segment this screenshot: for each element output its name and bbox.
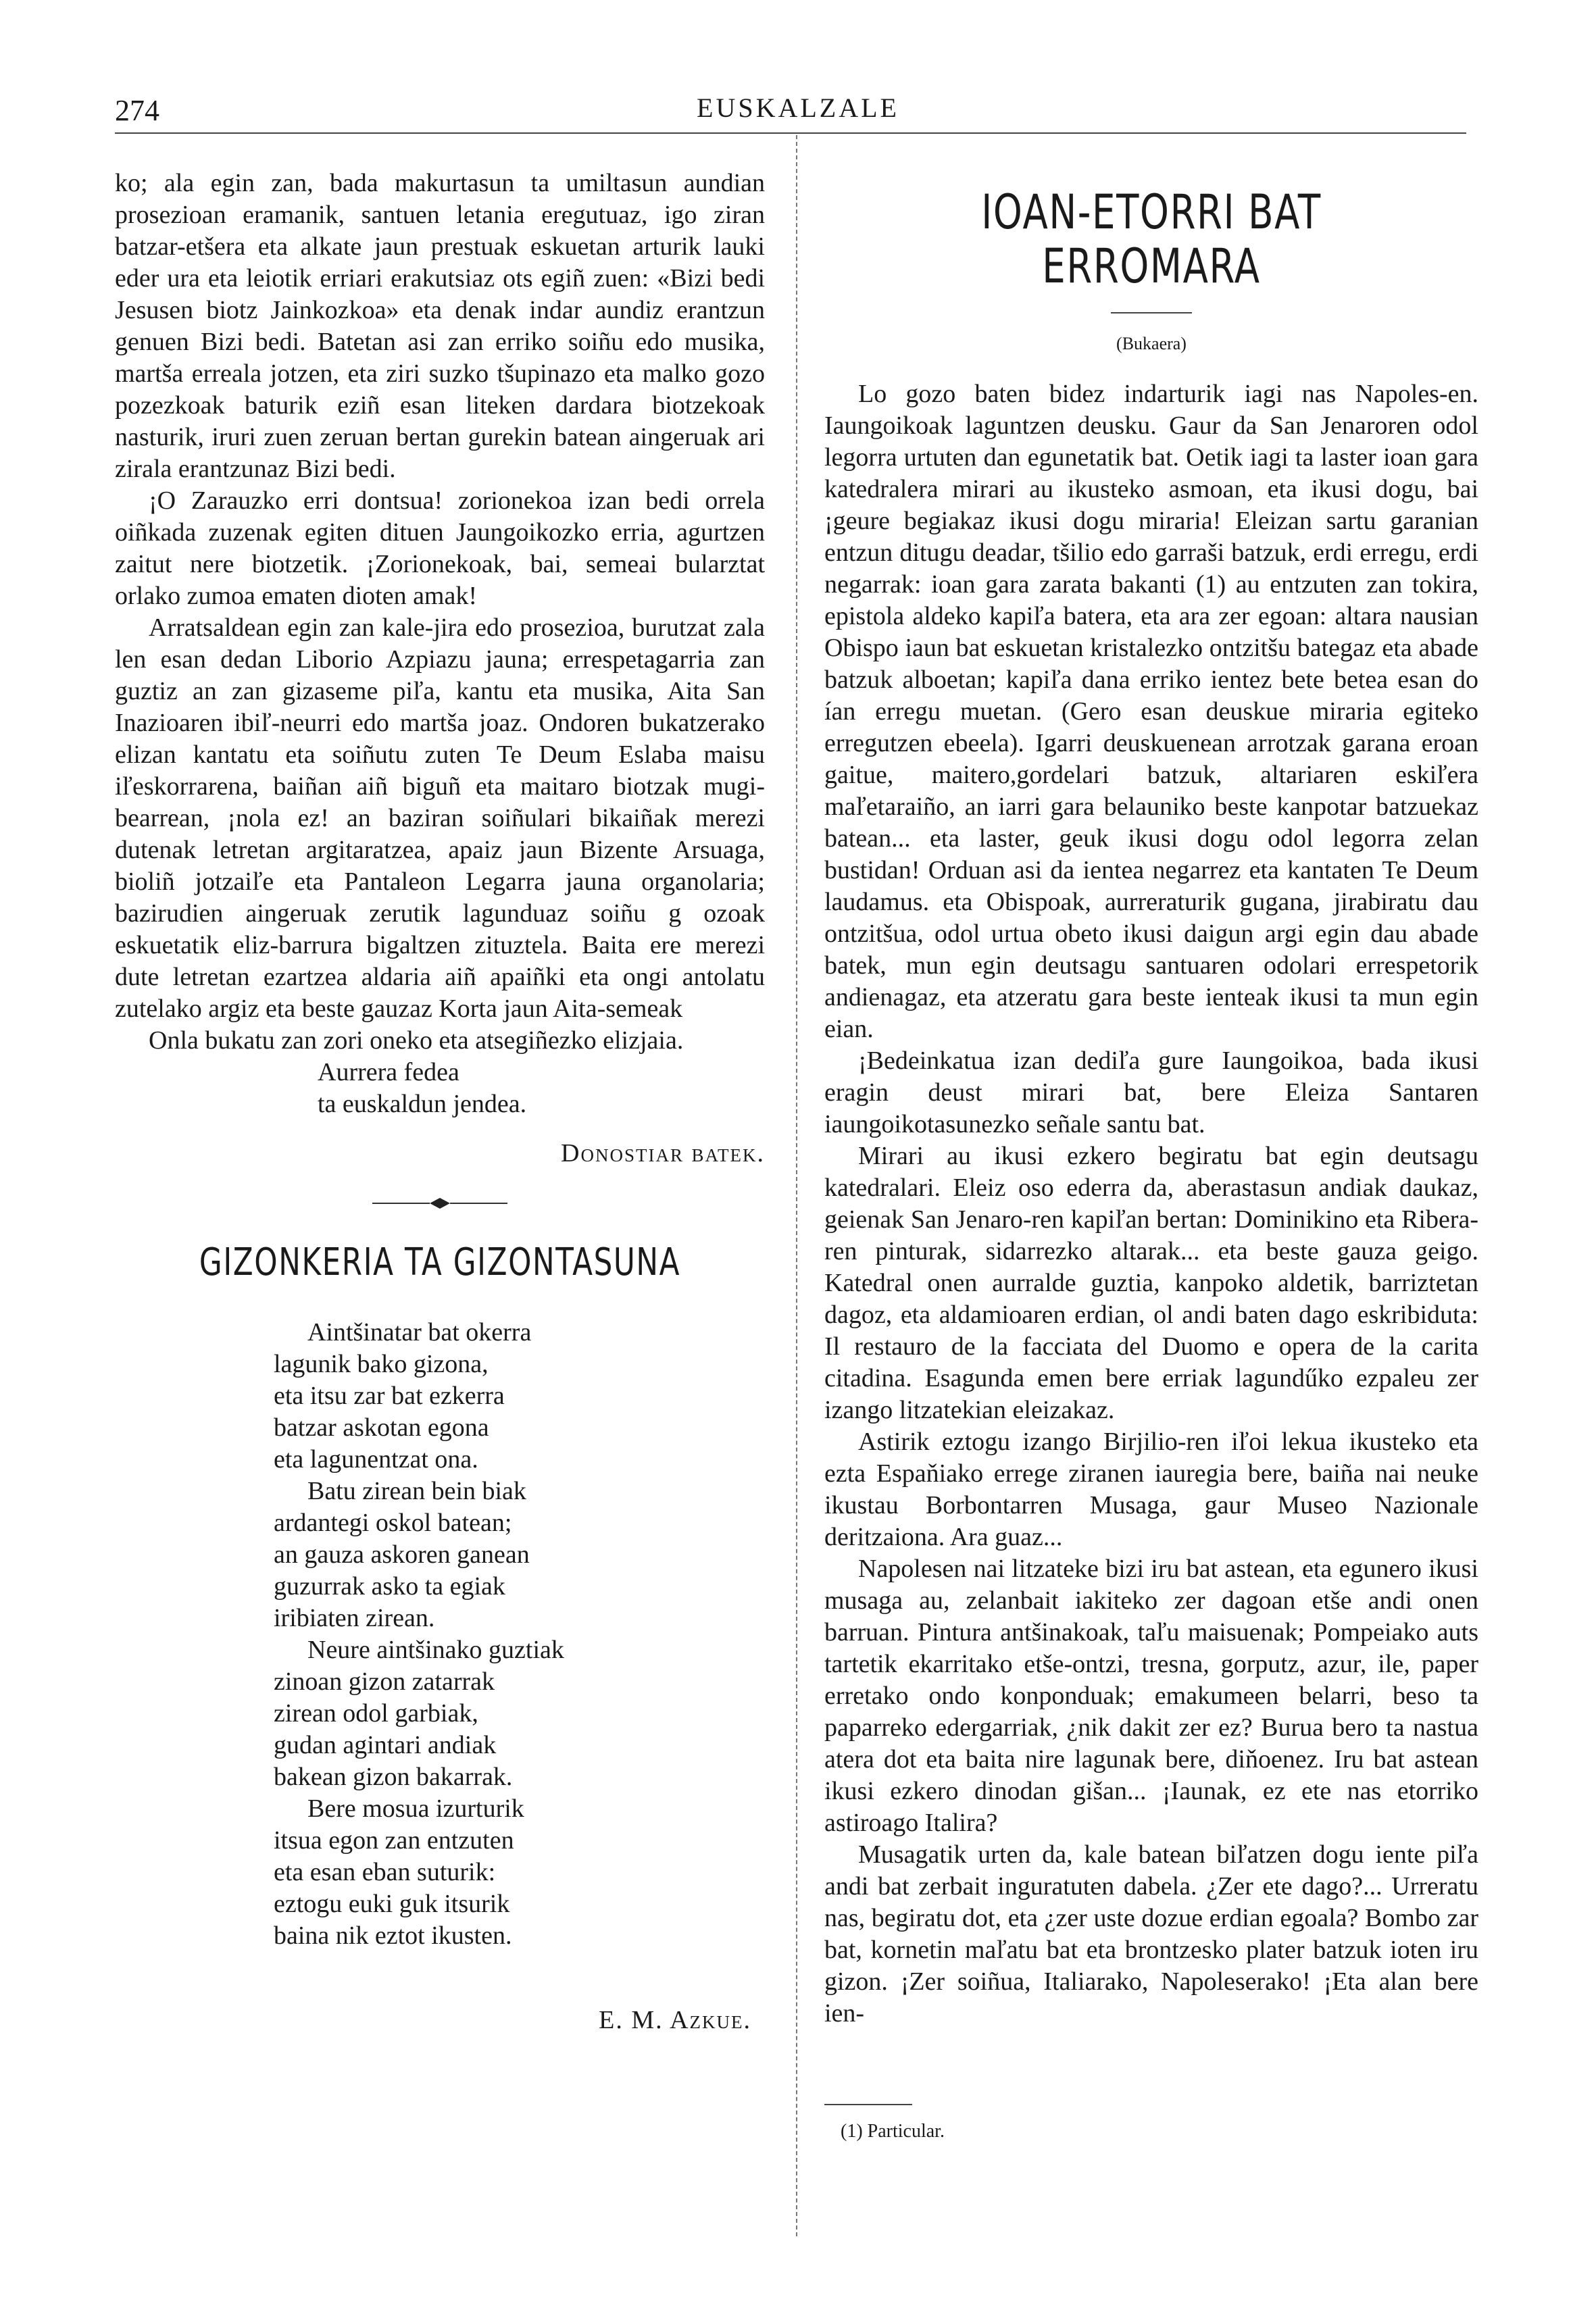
left-column xyxy=(115,168,765,2036)
verse-line: Aurrera fedea xyxy=(318,1058,459,1086)
article-paragraph: Onla bukatu zan zori oneko eta atsegiñezko elizjaia. xyxy=(149,1026,684,1055)
poem-title: GIZONKERIA TA GIZONTASUNA xyxy=(199,1240,681,1284)
running-header-title: EUSKALZALE xyxy=(697,93,899,123)
article-paragraph: ko; ala egin zan, bada makurtasun ta umiltasun aundian prosezioan eramanik, santuen letania eregutuaz, igo ziran batzar-etšera eta alkate jaun prestuak eskuetan arturik lauki eder ura eta leiotik erriari erakutsiaz ots egiñ zuen: «Bizi bedi Jesusen biotz Jainkozkoa» eta denak indar aundiz erantzun genuen Bizi bedi. Batetan asi zan erriko soiñu edo musika, martša erreala jotzen, eta ziri suzko tšupinazo eta malko gozo pozezkoak baturik eziñ esan liteken dardara biotzekoak nasturik, iruri zuen zeruan bertan gurekin batean aingeruak ari zirala erantzunaz Bizi bedi. xyxy=(115,169,765,483)
article-paragraph: Arratsaldean egin zan kale-jira edo prosezioa, burutzat zala len esan dedan Liborio Azpiazu jauna; errespetagarria zan guztiz an zan gizaseme piľa, kantu eta musika, Aita San Inazioaren ibiľ-neurri edo martša joaz. Ondoren bukatzerako elizan kantatu eta soiñutu zuten Te Deum Eslaba maisu iľeskorrarena, baiñan aiñ biguñ eta maitaro biotzak mugi-bearrean, ¡nola ez! an baziran soiñulari bikaiñak merezi dutenak letretan argitaratzea, apaiz jaun Bizente Arsuaga, bioliñ jotzaiľe eta Pantaleon Legarra jauna organolaria; bazirudien aingeruak zerutik lagunduaz soiñu g ozoak eskuetatik eliz-barrura bigaltzen zituztela. Baita ere merezi dute letretan ezartzea aldaria aiñ apaiñki eta ongi antolatu zutelako argiz eta beste gauzaz Korta jaun Aita-semeak xyxy=(115,613,765,1023)
header-rule xyxy=(115,132,1466,134)
article-paragraph: Astirik eztogu izango Birjilio-ren iľoi lekua ikusteko eta ezta Espaňiako errege ziranen iauregia bere, baiña nai neuke ikustau Borbontarren Musaga, gaur Museo Nazionale deritzaiona. Ara guaz... xyxy=(824,1428,1478,1551)
article-paragraph: Lo gozo baten bidez indarturik iagi nas Napoles-en. Iaungoikoak laguntzen deusku. Gaur da San Jenaroren odol legorra urtuten dan egunetatik bat. Oetik iagi ta laster ioan gara katedralera mirari au ikusteko asmoan, eta ikusi dogu, bai ¡geure begiakaz ikusi dogu miraria! Eleizan sartu garanian entzun ditugu deadar, tšilio edo garraši batzuk, erdi erregu, erdi negarrak: ioan gara zarata bakanti (1) au entzuten zan tokira, epistola aldeko kapiľa batera, eta ara zer egoan: altara nausian Obispo iaun bat eskuetan kristalezko ontzitšu bategaz eta abade batzuk alboetan; kapiľa dana erriko ientez bete betea esan do ían erregu muetan. (Gero esan deuskue miraria egiteko erregutzen ebeela). Igarri deuskuenean arrotzak garana eroan gaitue, maitero,gordelari batzuk, altariaren eskiľera maľetaraiño, an iarri gara belauniko beste kanpotar batzuekaz batean... eta laster, geuk ikusi dogu odol legorra zelan bustidan! Orduan asi da ientea negarrez eta kantaten Te Deum laudamus. eta Obispoak, aurreraturik gugana, jirabiratu dau ontzitšua, odol urtua obeto ikusi daigun argi egin dau abade batek, mun egin deutsagu santuaren odolari errespetorik andienagaz, eta atzeratu gara beste ienteak ikusi ta mun egin eian. xyxy=(824,380,1478,1043)
column-divider xyxy=(796,135,797,2236)
closing-verse xyxy=(318,1057,765,1120)
article-title: IOAN-ETORRI BAT ERROMARA xyxy=(981,184,1322,294)
right-column xyxy=(824,168,1478,2143)
article-subtitle: (Bukaera) xyxy=(1116,334,1187,353)
title-rule xyxy=(1111,312,1192,313)
verse-line: ta euskaldun jendea. xyxy=(318,1090,527,1118)
footnote-rule xyxy=(824,2104,912,2105)
article-paragraph: ¡Bedeinkatua izan dediľa gure Iaungoikoa, bada ikusi eragin deust mirari bat, bere Eleiza Santaren iaungoikotasunezko señale santu bat. xyxy=(824,1047,1478,1138)
poem-stanza: Aintšinatar bat okerra lagunik bako gizona, eta itsu zar bat ezkerra batzar askotan egona eta lagunentzat ona. xyxy=(274,1318,532,1474)
page-number: 274 xyxy=(115,94,159,127)
poem-stanza: Batu zirean bein biak ardantegi oskol batean; an gauza askoren ganean guzurrak asko ta egiak iribiaten zirean. xyxy=(274,1477,530,1632)
poem-stanza: Neure aintšinako guztiak zinoan gizon zatarrak zirean odol garbiak, gudan agintari andiak bakean gizon bakarrak. xyxy=(274,1636,564,1791)
article-paragraph: Mirari au ikusi ezkero begiratu bat egin deutsagu katedralari. Eleiz oso ederra da, aberastasun andiak daukaz, geienak San Jenaro-ren kapiľan bertan: Dominikino eta Ribera-ren pinturak, sidarrezko altarak... eta beste gauza geigo. Katedral onen aurralde guztia, kanpoko aldetik, barriztetan dagoz, eta aldamioaren erdian, ol andi baten dago eskribiduta: Il restauro de la facciata del Duomo e opera de la carita citadina. Esagunda emen bere erriak lagundűko ezpaleu zer izango litzatekian eleizakaz. xyxy=(824,1142,1478,1424)
poem-stanza: Bere mosua izurturik itsua egon zan entzuten eta esan eban suturik: eztogu euki guk itsurik baina nik eztot ikusten. xyxy=(274,1794,524,1950)
poem-body xyxy=(274,1317,765,1952)
article-signature: Donostiar batek. xyxy=(561,1139,765,1167)
footnote: (1) Particular. xyxy=(841,2121,945,2142)
poem-signature: E. M. Azkue. xyxy=(599,2006,751,2034)
ornament-divider-icon xyxy=(115,1190,765,1217)
article-paragraph: Musagatik urten da, kale batean biľatzen dogu iente piľa andi bat zerbait inguratuten dabela. ¿Zer ete dago?... Urreratu nas, begiratu dot, eta ¿zer uste dozue erdian egoala? Bombo zar bat, kornetin maľatu bat eta brontzesko plater batzuk ioten iru gizon. ¡Zer soiñua, Italiarako, Napoleserako! ¡Eta alan bere ien- xyxy=(824,1840,1478,2028)
article-paragraph: Napolesen nai litzateke bizi iru bat astean, eta egunero ikusi musaga au, zelanbait iakiteko zer dagoan etše andi onen barruan. Pintura antšinakoak, taľu maisuenak; Pompeiako auts tartetik ekarritako etše-ontzi, tresna, gorputz, azur, ile, paper erretako ondo konponduak; emakumeen belarri, beso ta paparreko edergarriak, ¿nik dakit zer ez? Burua bero ta nastua atera dot eta baita nire lagunak bere, diňoenez. Iru bat astean ikusi ezkero dinodan gišan... ¡Iaunak, ez ete nas etorriko astiroago Italira? xyxy=(824,1555,1478,1837)
article-paragraph: ¡O Zarauzko erri dontsua! zorionekoa izan bedi orrela oiñkada zuzenak egiten dituen Jaungoikozko erria, agurtzen zaitut nere biotzetik. ¡Zorionekoak, bai, semeai bularztat orlako zumoa ematen dioten amak! xyxy=(115,486,765,610)
